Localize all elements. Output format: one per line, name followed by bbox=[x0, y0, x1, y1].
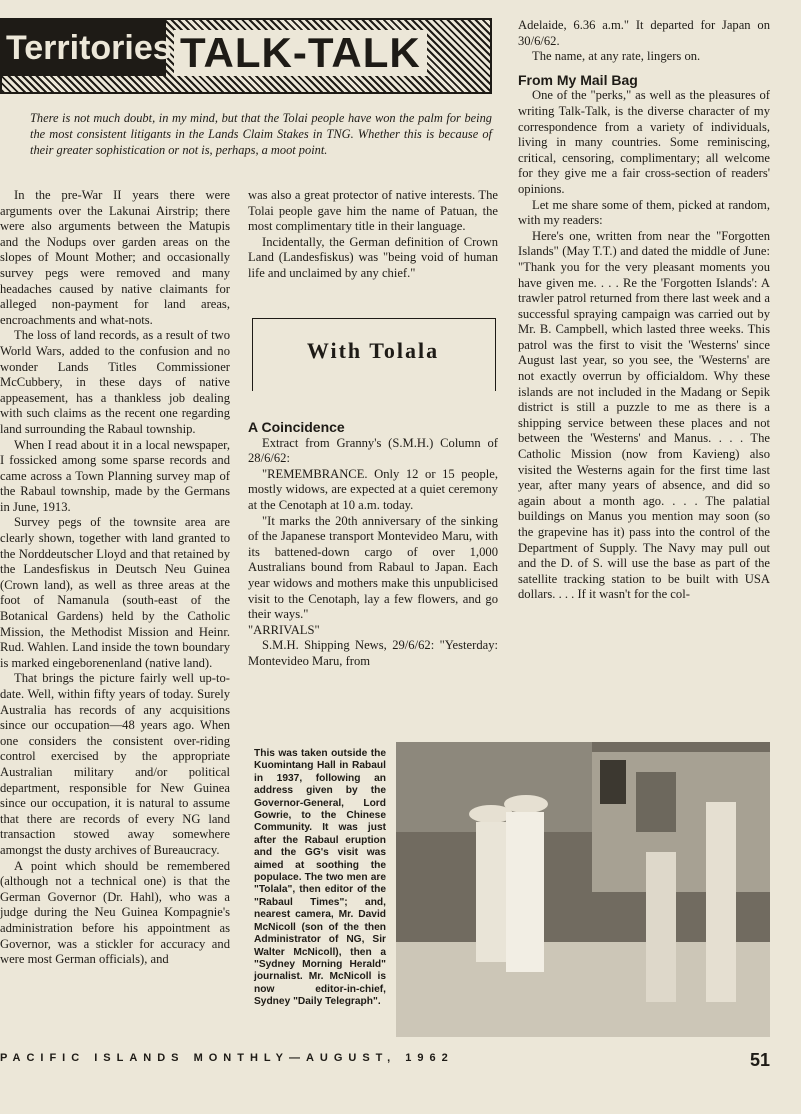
col2-para: was also a great protector of native interests. The Tolai people gave him the name of Patuan, the most complimentary title in their language. bbox=[248, 188, 498, 234]
photo-illustration bbox=[396, 742, 770, 1037]
coincidence-para: "REMEMBRANCE. Only 12 or 15 people, mostly widows, are expected at a quiet ceremony at the Cenotaph at 10 a.m. today. bbox=[248, 466, 498, 512]
col1-para: A point which should be remembered (although not a technical one) is that the German Governor (Dr. Hahl), who was a judge during the Neu Guinea Kompagnie's administration before his appointment as Governor, was a stickler for accuracy and were most German officials), and bbox=[0, 858, 230, 967]
mailbag-para: One of the "perks," as well as the pleasures of writing Talk-Talk, is the diverse character of my correspondence from a variety of individuals, living in many countries. Some reminiscing, critical, censoring, complimentary; all welcome for they give me a fair cross-section of readers' opinions. bbox=[518, 88, 770, 196]
mailbag-para: Let me share some of them, picked at random, with my readers: bbox=[518, 197, 770, 228]
footer-publication: PACIFIC ISLANDS MONTHLY—AUGUST, 1962 bbox=[0, 1052, 454, 1064]
coincidence-para: S.M.H. Shipping News, 29/6/62: "Yesterday: Montevideo Maru, from bbox=[248, 638, 498, 668]
photo-caption: This was taken outside the Kuomintang Hall in Rabaul in 1937, following an address given by the Governor-General, Lord Gowrie, to the Chinese Community. It was just after the Rabaul eruption and the GG's visit was aimed at soothing the populace. The two men are "Tolala", then editor of the "Rabaul Times"; and, nearest camera, Mr. David McNicoll (son of the then Administrator of NG, Sir Walter McNicoll), then a "Sydney Morning Herald" journalist. Mr. McNicoll is now editor-in-chief, Sydney "Daily Telegraph". bbox=[254, 748, 386, 1008]
with-tolala-title: With Tolala bbox=[306, 338, 440, 363]
coincidence-heading: A Coincidence bbox=[248, 419, 345, 435]
col1-para: That brings the picture fairly well up-to-date. Well, within fifty years of today. Surely Australia has records of any acquisitions since our occupation—48 years ago. When one considers the consistent over-riding control exercised by the appropriate Australian military and/or political department, responsible for New Guinea since our occupation, it is natural to assume that there are records of every NG land transaction stowed away somewhere amongst the dusty archives of Bureaucracy. bbox=[0, 671, 230, 857]
archival-photo bbox=[396, 742, 770, 1037]
coincidence-para: "It marks the 20th anniversary of the sinking of the Japanese transport Montevideo Maru, with its battened-down cargo of over 1,000 Australians bound from Rabaul to Japan. Each year widows and mothers make this unpublicised visit to the Cenotaph, lay a few flowers, and go their ways." bbox=[248, 513, 498, 622]
mailbag-heading: From My Mail Bag bbox=[518, 71, 638, 88]
page-number: 51 bbox=[750, 1050, 771, 1070]
col2-para: Incidentally, the German definition of Crown Land (Landesfiskus) was "being void of human life and unclaimed by any chief." bbox=[248, 234, 498, 280]
masthead-talk-talk: TALK-TALK bbox=[174, 30, 427, 76]
column-1 bbox=[0, 188, 230, 968]
coincidence-section bbox=[248, 420, 498, 670]
col1-para: The loss of land records, as a result of two World Wars, added to the confusion and no wonder Lands Titles Commissioner McCubbery, in these days of native appeasement, has a thankless job dealing with such claims as the recent one regarding land surrounding the Rabaul township. bbox=[0, 328, 230, 436]
coincidence-para: "ARRIVALS" bbox=[248, 622, 320, 637]
column-2 bbox=[248, 188, 498, 282]
intro-paragraph: There is not much doubt, in my mind, but that the Tolai people have won the palm for being the most consistent litigants in the Lands Claim Stakes in TNG. Whether this is because of their greater sophistication or not is, perhaps, a moot point. bbox=[30, 111, 492, 157]
col3-para: The name, at any rate, lingers on. bbox=[532, 49, 701, 64]
col1-para: When I read about it in a local newspaper, I fossicked among some sparse records and came across a Town Planning survey map of the Rabaul township, made by the Germans in June, 1913. bbox=[0, 437, 230, 514]
masthead-territories: Territories bbox=[2, 20, 166, 76]
coincidence-para: Extract from Granny's (S.M.H.) Column of 28/6/62: bbox=[248, 435, 498, 466]
col1-para: In the pre-War II years there were arguments over the Lakunai Airstrip; there were also arguments between the Matupis and the Nodups over garden areas on the slopes of Mount Mother; and occasionally survey pegs were removed and many headaches caused by native claimants for alleged non-payment for land areas, encroachments and what-nots. bbox=[0, 188, 230, 327]
col3-para: Adelaide, 6.36 a.m." It departed for Japan on 30/6/62. bbox=[518, 18, 770, 48]
col1-para: Survey pegs of the townsite area are clearly shown, together with land granted to the Norddeutscher Lloyd and that retained by the Landesfiskus in Deutsch Neu Guinea (Crown land), as well as three areas at the foot of Namanula (south-east of the Botanical Gardens) held by the Catholic Mission, the Methodist Mission and Heinr. Rud. Wahlen. Land inside the town boundary is marked eingeborenenland (native land). bbox=[0, 515, 230, 670]
mailbag-para: Here's one, written from near the "Forgotten Islands" (May T.T.) and dated the middle of June: "Thank you for the very pleasant moments you have given me. . . . Re the 'Forgotten Islands': A trawler patrol returned from there last week and a successful spraying campaign was carried out by Mr. B. Campbell, which lasted three weeks. This patrol was the first to visit the 'Westerns' since August last year, so you see, the 'Westerns' are not exactly overrun by officialdom. Why these islands are not included in the Madang or Sepik district is still a puzzle to me as there is a shipping service between these places and not between the 'Westerns' and Manus. . . . The Catholic Mission (now from Kavieng) also visited the Westerns again for the first time last year, after many years of absence, and did so again about a month ago. . . . The palatial buildings on Manus you mention may soon (so the grapevine has it) pass into the control of the Department of Supply. The Navy may pull out and the D. of S. will use the base as part of the satellite tracking station to be built with USA dollars. . . . If it wasn't for the col- bbox=[518, 228, 770, 602]
column-3 bbox=[518, 18, 770, 603]
